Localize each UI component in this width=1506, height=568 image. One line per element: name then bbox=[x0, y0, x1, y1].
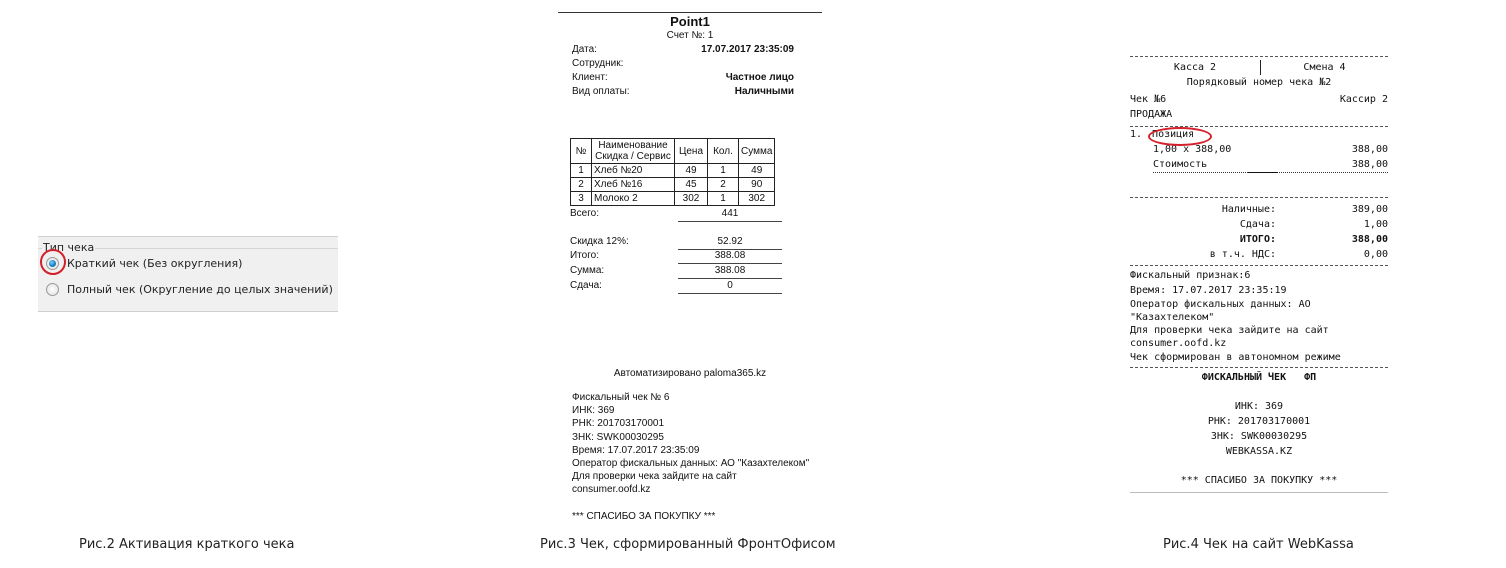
total-label: Сумма: bbox=[570, 265, 605, 276]
cashier: Кассир 2 bbox=[1339, 94, 1388, 105]
field-label: Дата: bbox=[572, 44, 597, 55]
payment-value: 388,00 bbox=[1351, 234, 1388, 245]
cost-label: Стоимость bbox=[1153, 159, 1208, 170]
receipt-type-group bbox=[38, 236, 338, 312]
radio-short-receipt[interactable] bbox=[46, 257, 242, 270]
fiscal-line: Оператор фискальных данных: АО "Казахтелеком" bbox=[572, 458, 810, 470]
cell: 1 bbox=[571, 164, 592, 178]
dashed-divider bbox=[1130, 265, 1388, 266]
payment-label: Сдача: bbox=[1239, 219, 1276, 230]
total-label: Сдача: bbox=[570, 280, 602, 291]
cost-underline bbox=[1153, 172, 1388, 173]
frontoffice-receipt bbox=[558, 12, 822, 532]
radio-label: Краткий чек (Без округления) bbox=[67, 257, 243, 270]
field-client bbox=[572, 71, 794, 85]
info-line: Время: 17.07.2017 23:35:19 bbox=[1130, 285, 1287, 296]
total-value: 52.92 bbox=[678, 235, 782, 250]
cell: 49 bbox=[675, 164, 708, 178]
fiscal-title: ФИСКАЛЬНЫЙ ЧЕК ФП bbox=[1201, 372, 1317, 383]
dashed-divider bbox=[1130, 56, 1388, 57]
shift-number: Смена 4 bbox=[1303, 62, 1346, 73]
thanks-text: *** СПАСИБО ЗА ПОКУПКУ *** bbox=[1180, 475, 1338, 486]
total-discount bbox=[570, 235, 782, 249]
total-value: 388.08 bbox=[678, 249, 782, 264]
operation-type bbox=[1130, 107, 1388, 122]
col-header: № bbox=[571, 139, 592, 164]
cell: Молоко 2 bbox=[592, 192, 675, 206]
info-line: Фискальный признак:6 bbox=[1130, 270, 1251, 281]
field-value: Наличными bbox=[734, 86, 794, 97]
total-value: 441 bbox=[678, 207, 782, 222]
col-header: Кол. bbox=[708, 139, 739, 164]
check-cashier bbox=[1130, 92, 1388, 107]
fiscal-line: ИНК: 369 bbox=[572, 405, 615, 417]
col-header: Сумма bbox=[739, 139, 775, 164]
payment-row bbox=[1130, 217, 1388, 232]
col-header: Наименование Скидка / Сервис bbox=[592, 139, 675, 164]
col-header: Цена bbox=[675, 139, 708, 164]
items-table bbox=[570, 138, 775, 206]
payment-value: 389,00 bbox=[1351, 204, 1388, 215]
total-itogo bbox=[570, 249, 782, 263]
cost-row bbox=[1130, 157, 1388, 172]
automated-by: Автоматизировано paloma365.kz bbox=[613, 368, 767, 379]
radio-label: Полный чек (Округление до целых значений) bbox=[67, 283, 333, 296]
kassa-number: Касса 2 bbox=[1130, 60, 1261, 75]
fiscal-line: РНК: 201703170001 bbox=[572, 418, 665, 430]
field-label: Вид оплаты: bbox=[572, 86, 630, 97]
total-change bbox=[570, 279, 782, 293]
field-label: Сотрудник: bbox=[572, 58, 624, 69]
caption-fig2: Рис.2 Активация краткого чека bbox=[79, 537, 295, 552]
fiscal-line: Время: 17.07.2017 23:35:09 bbox=[572, 444, 700, 456]
cell: 1 bbox=[708, 192, 739, 206]
radio-unchecked-icon[interactable] bbox=[46, 283, 59, 296]
payment-row bbox=[1130, 247, 1388, 262]
table-header bbox=[571, 139, 775, 164]
cell: Хлеб №20 bbox=[592, 164, 675, 178]
caption-fig3: Рис.3 Чек, сформированный ФронтОфисом bbox=[540, 537, 836, 552]
fiscal-line: Фискальный чек № 6 bbox=[572, 392, 670, 403]
highlight-circle bbox=[40, 249, 66, 275]
cell: 45 bbox=[675, 178, 708, 192]
kassa-shift bbox=[1130, 60, 1388, 75]
table-row bbox=[571, 178, 775, 192]
cell: 49 bbox=[739, 164, 775, 178]
cell: 2 bbox=[571, 178, 592, 192]
table-row bbox=[571, 192, 775, 206]
fiscal-info bbox=[572, 391, 809, 497]
info-line: Для проверки чека зайдите на сайт bbox=[1130, 325, 1329, 336]
dashed-divider bbox=[1130, 367, 1388, 368]
total-label: Скидка 12%: bbox=[570, 236, 629, 247]
bill-number: Счет №: 1 bbox=[666, 30, 714, 41]
order-number: Порядковый номер чека №2 bbox=[1186, 77, 1332, 88]
field-value: Частное лицо bbox=[725, 72, 794, 83]
cell: 1 bbox=[708, 164, 739, 178]
info-line: Чек сформирован в автономном режиме bbox=[1130, 352, 1341, 363]
highlight-oval bbox=[1148, 127, 1212, 146]
cell: Хлеб №16 bbox=[592, 178, 675, 192]
cell: 3 bbox=[571, 192, 592, 206]
payment-label: ИТОГО: bbox=[1239, 234, 1276, 245]
item-qty-price: 1,00 x 388,00 bbox=[1153, 144, 1232, 155]
id-line: РНК: 201703170001 bbox=[1207, 416, 1311, 427]
total-value: 388.08 bbox=[678, 264, 782, 279]
id-line: WEBKASSA.KZ bbox=[1225, 446, 1293, 457]
payment-row-total bbox=[1130, 232, 1388, 247]
payment-value: 0,00 bbox=[1363, 249, 1388, 260]
check-number: Чек №6 bbox=[1130, 94, 1167, 105]
fiscal-line: consumer.oofd.kz bbox=[572, 484, 651, 496]
id-line: ЗНК: SWK00030295 bbox=[1210, 431, 1308, 442]
total-value: 0 bbox=[678, 279, 782, 294]
fiscal-line: ЗНК: SWK00030295 bbox=[572, 431, 664, 443]
cost-value: 388,00 bbox=[1351, 159, 1388, 170]
total-sum bbox=[570, 264, 782, 278]
webkassa-receipt bbox=[1130, 56, 1388, 493]
receipt-title: Point1 bbox=[670, 14, 710, 29]
payment-row bbox=[1130, 202, 1388, 217]
caption-fig4: Рис.4 Чек на сайт WebKassa bbox=[1163, 537, 1354, 552]
item-name: Позиция bbox=[1152, 129, 1195, 140]
item-total: 388,00 bbox=[1351, 144, 1388, 155]
operation-label: ПРОДАЖА bbox=[1130, 109, 1173, 120]
payment-label: в т.ч. НДС: bbox=[1209, 249, 1276, 260]
receipt-top-border bbox=[558, 12, 822, 13]
field-value: 17.07.2017 23:35:09 bbox=[701, 44, 794, 55]
receipt-bottom-border bbox=[1130, 492, 1388, 493]
group-border bbox=[94, 248, 338, 249]
cell: 2 bbox=[708, 178, 739, 192]
field-date bbox=[572, 43, 794, 57]
group-label: Тип чека bbox=[43, 241, 95, 254]
field-label: Клиент: bbox=[572, 72, 608, 83]
total-label: Всего: bbox=[570, 208, 599, 219]
table-row bbox=[571, 164, 775, 178]
payment-value: 1,00 bbox=[1363, 219, 1388, 230]
total-all bbox=[570, 207, 782, 221]
cell: 302 bbox=[739, 192, 775, 206]
info-line: consumer.oofd.kz bbox=[1130, 338, 1227, 349]
id-line: ИНК: 369 bbox=[1234, 401, 1284, 412]
field-employee bbox=[572, 57, 794, 71]
radio-full-receipt[interactable] bbox=[46, 283, 333, 296]
field-payment bbox=[572, 85, 794, 99]
cell: 302 bbox=[675, 192, 708, 206]
info-line: Оператор фискальных данных: АО bbox=[1130, 299, 1311, 310]
total-label: Итого: bbox=[570, 250, 599, 261]
fiscal-line: Для проверки чека зайдите на сайт bbox=[572, 471, 737, 483]
payment-label: Наличные: bbox=[1221, 204, 1276, 215]
cell: 90 bbox=[739, 178, 775, 192]
thanks-text: *** СПАСИБО ЗА ПОКУПКУ *** bbox=[572, 511, 716, 522]
info-block bbox=[1130, 268, 1388, 365]
info-line: "Казахтелеком" bbox=[1130, 312, 1215, 323]
item-index: 1. bbox=[1130, 129, 1143, 140]
